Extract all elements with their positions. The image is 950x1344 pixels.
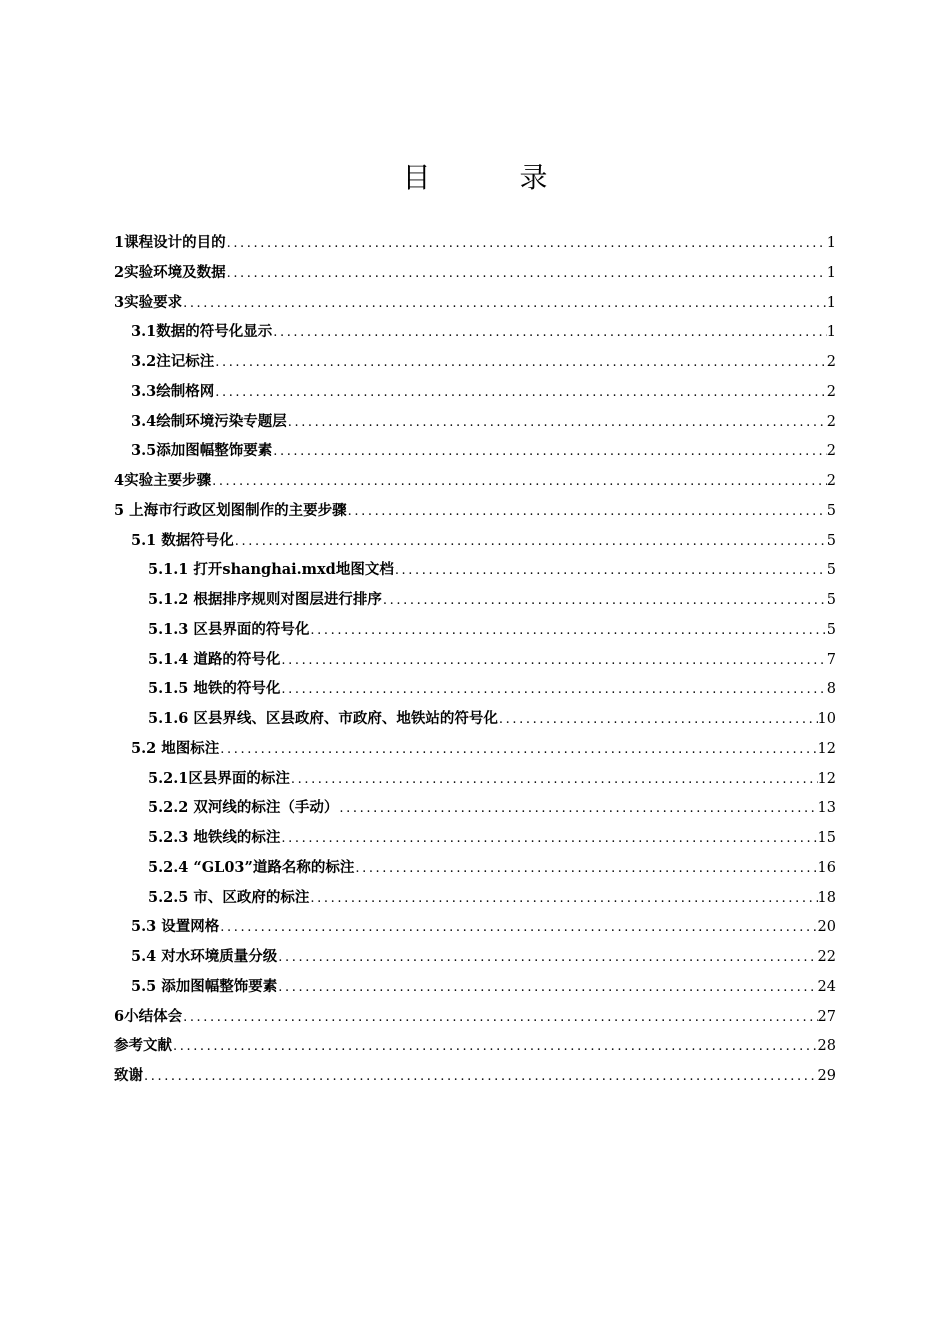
dot-leader: [272, 437, 827, 467]
toc-entry[interactable]: [114, 674, 836, 704]
toc-entry-label: 5.2 地图标注: [131, 739, 220, 757]
toc-entry[interactable]: [114, 377, 836, 407]
toc-entry-label: 3.5添加图幅整饰要素: [131, 442, 273, 460]
toc-entry-page-number: 24: [817, 978, 836, 995]
toc-entry-page-number: 1: [826, 324, 836, 341]
toc-entry-page-number: 5: [826, 562, 836, 579]
toc-entry[interactable]: [114, 436, 836, 466]
toc-entry-page-number: 22: [817, 949, 836, 965]
toc-entry[interactable]: [114, 942, 836, 972]
toc-entry-label: 6小结体会: [114, 1007, 183, 1025]
toc-entry-page-number: 28: [817, 1038, 836, 1055]
dot-leader: [172, 1032, 818, 1062]
dot-leader: [211, 467, 827, 497]
toc-entry[interactable]: [114, 228, 836, 258]
toc-entry[interactable]: [114, 288, 836, 318]
dot-leader: [272, 318, 827, 348]
toc-entry[interactable]: [114, 645, 836, 675]
toc-entry[interactable]: [114, 972, 836, 1002]
toc-entry-page-number: 2: [826, 413, 836, 430]
toc-title: 目 录: [402, 161, 588, 194]
table-of-contents: [114, 228, 836, 1091]
toc-entry[interactable]: [114, 764, 836, 794]
toc-entry-label: 2实验环境及数据: [114, 263, 226, 281]
toc-entry[interactable]: [114, 1061, 836, 1091]
toc-entry-page-number: 5: [826, 592, 836, 608]
toc-entry[interactable]: [114, 704, 836, 734]
toc-entry-label: 参考文献: [114, 1037, 172, 1055]
toc-entry-page-number: 2: [826, 354, 836, 370]
toc-entry-label: 4实验主要步骤: [114, 472, 212, 489]
dot-leader: [182, 1003, 817, 1033]
toc-entry-label: 3.3绘制格网: [131, 382, 215, 400]
toc-entry-page-number: 16: [817, 859, 836, 876]
toc-entry-label: 致谢: [114, 1067, 143, 1084]
toc-entry-label: 5.3 设置网格: [131, 918, 220, 936]
toc-entry-label: 3.1数据的符号化显示: [131, 323, 273, 341]
dot-leader: [182, 289, 827, 319]
toc-entry-label: 5.2.2 双河线的标注（手动）: [148, 799, 339, 817]
dot-leader: [219, 735, 817, 765]
toc-entry-label: 5.1.6 区县界线、区县政府、市政府、地铁站的符号化: [148, 710, 498, 727]
toc-entry-page-number: 1: [826, 264, 836, 281]
toc-entry[interactable]: [114, 853, 836, 883]
dot-leader: [309, 616, 826, 646]
toc-entry-label: 5.2.5 市、区政府的标注: [148, 888, 310, 906]
dot-leader: [219, 913, 817, 943]
toc-entry-label: 3.2注记标注: [131, 353, 215, 370]
dot-leader: [214, 348, 827, 378]
toc-entry[interactable]: [114, 407, 836, 437]
toc-entry-page-number: 2: [826, 443, 836, 460]
dot-leader: [309, 884, 817, 914]
dot-leader: [280, 646, 826, 676]
toc-entry-label: 3.4绘制环境污染专题层: [131, 412, 287, 430]
toc-entry-page-number: 8: [826, 681, 836, 698]
toc-entry-label: 5.1.2 根据排序规则对图层进行排序: [148, 591, 382, 608]
toc-entry-page-number: 29: [817, 1068, 836, 1084]
dot-leader: [226, 229, 827, 259]
toc-entry-label: 5.1.1 打开shanghai.mxd地图文档: [148, 561, 394, 579]
toc-entry[interactable]: [114, 912, 836, 942]
toc-entry-page-number: 20: [817, 919, 836, 936]
toc-entry-page-number: 5: [826, 502, 836, 519]
toc-entry-label: 3实验要求: [114, 293, 183, 311]
toc-entry-label: 5 上海市行政区划图制作的主要步骤: [114, 501, 347, 519]
toc-entry-page-number: 18: [817, 889, 836, 906]
toc-entry-page-number: 7: [826, 651, 836, 668]
toc-entry[interactable]: [114, 734, 836, 764]
toc-entry[interactable]: [114, 1031, 836, 1061]
toc-entry-page-number: 1: [826, 294, 836, 311]
toc-entry[interactable]: [114, 496, 836, 526]
toc-entry[interactable]: [114, 883, 836, 913]
toc-entry-label: 5.2.1区县界面的标注: [148, 769, 290, 787]
toc-entry-page-number: 10: [817, 711, 836, 727]
toc-entry[interactable]: [114, 526, 836, 556]
dot-leader: [290, 765, 818, 795]
toc-entry[interactable]: [114, 585, 836, 615]
dot-leader: [143, 1062, 818, 1092]
toc-entry-page-number: 1: [826, 235, 836, 251]
toc-entry[interactable]: [114, 466, 836, 496]
dot-leader: [382, 586, 827, 616]
toc-entry-label: 5.5 添加图幅整饰要素: [131, 977, 278, 995]
toc-entry-page-number: 2: [826, 383, 836, 400]
dot-leader: [277, 943, 817, 973]
toc-entry-page-number: 12: [817, 740, 836, 757]
dot-leader: [234, 527, 827, 557]
toc-entry[interactable]: [114, 615, 836, 645]
dot-leader: [280, 675, 826, 705]
dot-leader: [280, 824, 817, 854]
dot-leader: [498, 705, 818, 735]
toc-entry-label: 5.1.3 区县界面的符号化: [148, 620, 310, 638]
toc-entry-label: 5.1.5 地铁的符号化: [148, 680, 281, 698]
toc-entry-label: 1课程设计的目的: [114, 234, 226, 251]
toc-entry[interactable]: [114, 347, 836, 377]
toc-entry[interactable]: [114, 823, 836, 853]
toc-entry[interactable]: [114, 258, 836, 288]
toc-entry-page-number: 2: [826, 473, 836, 489]
toc-entry-label: 5.1 数据符号化: [131, 531, 234, 549]
dot-leader: [226, 259, 827, 289]
dot-leader: [354, 854, 817, 884]
toc-entry-label: 5.4 对水环境质量分级: [131, 948, 278, 965]
toc-entry-page-number: 27: [817, 1008, 836, 1025]
toc-entry[interactable]: [114, 1002, 836, 1032]
dot-leader: [338, 794, 817, 824]
dot-leader: [287, 408, 827, 438]
toc-entry[interactable]: [114, 317, 836, 347]
toc-entry-page-number: 13: [817, 800, 836, 817]
toc-entry[interactable]: [114, 793, 836, 823]
dot-leader: [347, 497, 827, 527]
toc-entry-page-number: 12: [817, 770, 836, 787]
toc-entry-label: 5.1.4 道路的符号化: [148, 650, 281, 668]
toc-entry[interactable]: [114, 555, 836, 585]
toc-entry-page-number: 5: [826, 532, 836, 549]
toc-entry-label: 5.2.3 地铁线的标注: [148, 829, 281, 846]
dot-leader: [394, 556, 827, 586]
toc-entry-page-number: 5: [826, 621, 836, 638]
toc-entry-label: 5.2.4 “GL03”道路名称的标注: [148, 858, 355, 876]
dot-leader: [277, 973, 817, 1003]
dot-leader: [214, 378, 827, 408]
toc-entry-page-number: 15: [817, 830, 836, 846]
